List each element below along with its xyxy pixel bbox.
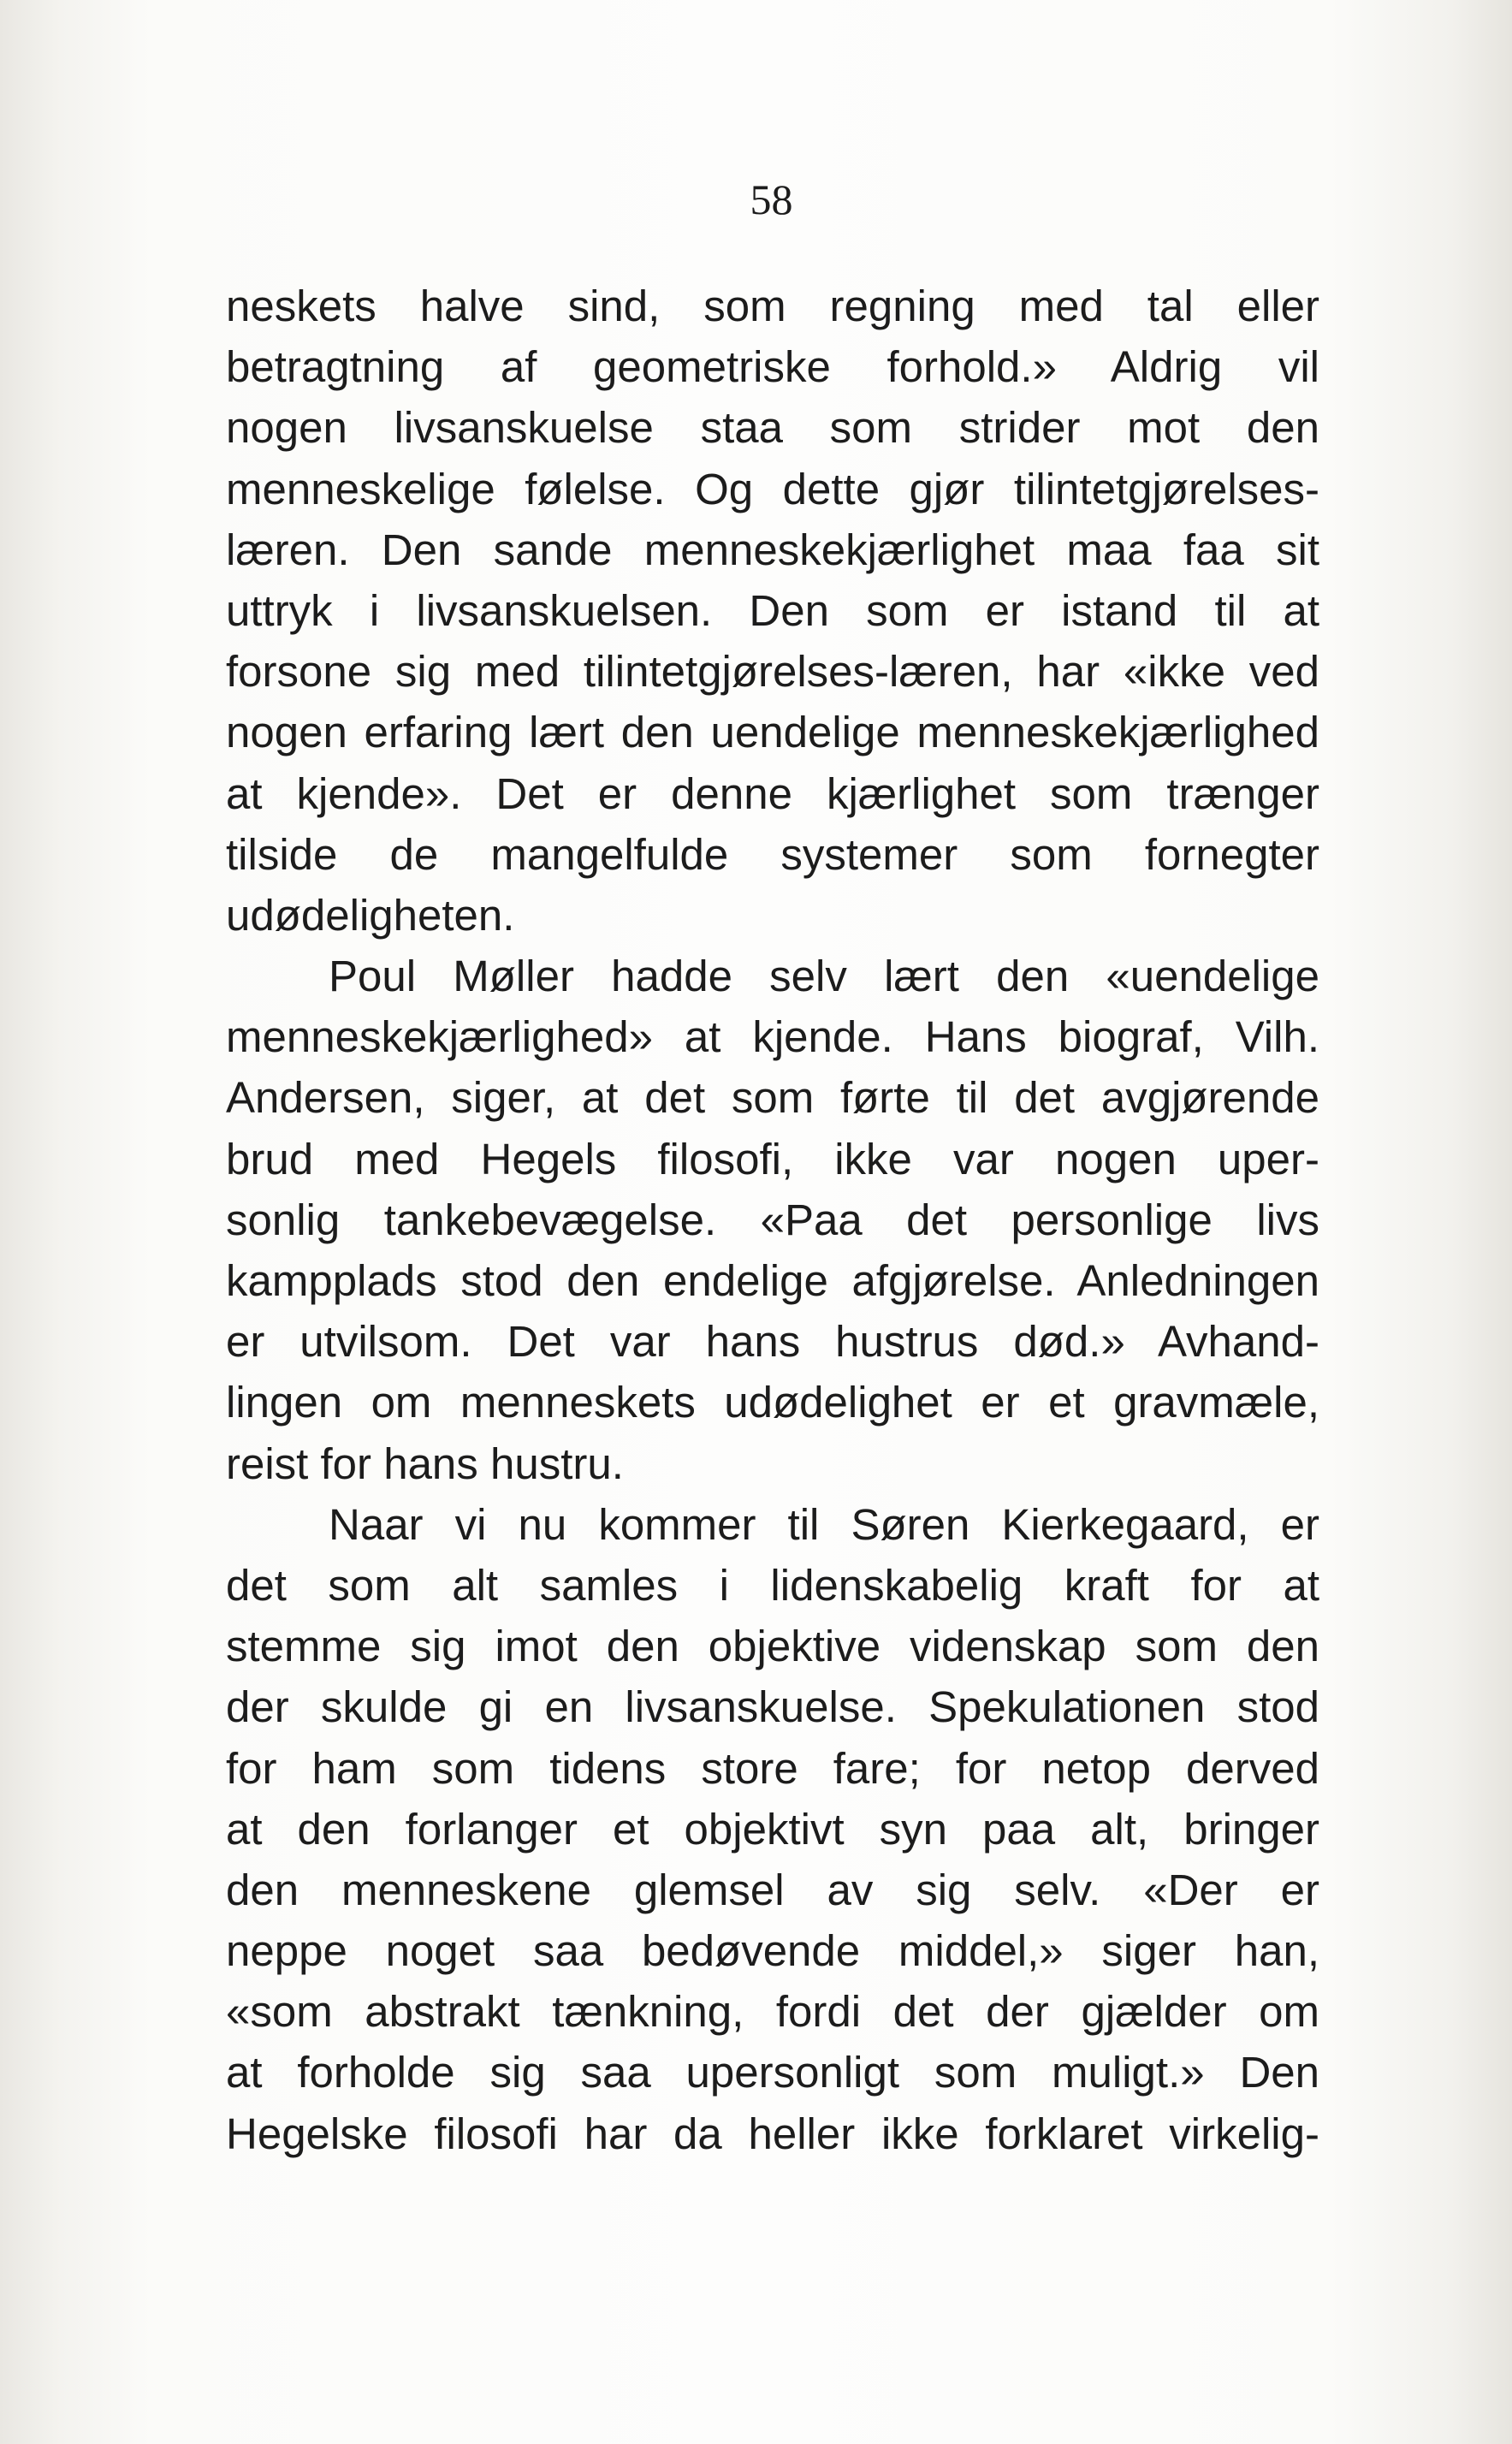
text-line: læren. Den sande menneskekjærlighet maa faa sit xyxy=(226,525,1319,574)
text-line: det som alt samles i lidenskabelig kraft for at xyxy=(226,1560,1319,1610)
text-line: er utvilsom. Det var hans hustrus død.» Avhand- xyxy=(226,1317,1319,1367)
text-line: «som abstrakt tænkning, fordi det der gjælder om xyxy=(226,1987,1319,2037)
page-number: 58 xyxy=(750,175,793,223)
text-line: kampplads stod den endelige afgjørelse. Anledningen xyxy=(226,1256,1319,1305)
text-line: neppe noget saa bedøvende middel,» siger han, xyxy=(226,1926,1319,1976)
body-text xyxy=(226,276,1319,2164)
text-line: brud med Hegels filosofi, ikke var nogen uper- xyxy=(226,1134,1319,1183)
text-line: udødeligheten. xyxy=(226,890,515,940)
text-line: nogen livsanskuelse staa som strider mot den xyxy=(226,403,1319,453)
text-line: Naar vi nu kommer til Søren Kierkegaard, er xyxy=(329,1499,1319,1549)
text-line: sonlig tankebevægelse. «Paa det personlige livs xyxy=(226,1195,1319,1244)
text-line: at kjende». Det er denne kjærlighet som trænger xyxy=(226,768,1319,818)
text-line: nogen erfaring lært den uendelige menneskekjærlighed xyxy=(226,708,1319,757)
text-line: der skulde gi en livsanskuelse. Spekulationen stod xyxy=(226,1682,1319,1732)
text-line: lingen om menneskets udødelighet er et gravmæle, xyxy=(226,1378,1319,1427)
text-line: Poul Møller hadde selv lært den «uendelige xyxy=(329,952,1319,1001)
text-line: Andersen, siger, at det som førte til det avgjørende xyxy=(226,1073,1319,1123)
text-line: for ham som tidens store fare; for netop derved xyxy=(226,1743,1319,1793)
text-line: stemme sig imot den objektive videnskap som den xyxy=(226,1622,1319,1671)
text-line: den menneskene glemsel av sig selv. «Der er xyxy=(226,1865,1319,1914)
text-line: tilside de mangelfulde systemer som fornegter xyxy=(226,829,1319,879)
text-line: Hegelske filosofi har da heller ikke forklaret virkelig- xyxy=(226,2109,1319,2158)
text-line: at den forlanger et objektivt syn paa alt, bringer xyxy=(226,1804,1319,1854)
text-line: menneskelige følelse. Og dette gjør tilintetgjørelses- xyxy=(226,464,1319,513)
text-line: menneskekjærlighed» at kjende. Hans biograf, Vilh. xyxy=(226,1012,1319,1062)
text-line: reist for hans hustru. xyxy=(226,1439,624,1488)
text-line: at forholde sig saa upersonligt som muligt.» Den xyxy=(226,2048,1319,2097)
text-line: betragtning af geometriske forhold.» Aldrig vil xyxy=(226,342,1319,392)
text-line: neskets halve sind, som regning med tal eller xyxy=(226,282,1319,330)
text-line: forsone sig med tilintetgjørelses-læren, har «ikke ved xyxy=(226,647,1319,697)
text-line: uttryk i livsanskuelsen. Den som er istand til at xyxy=(226,585,1319,635)
